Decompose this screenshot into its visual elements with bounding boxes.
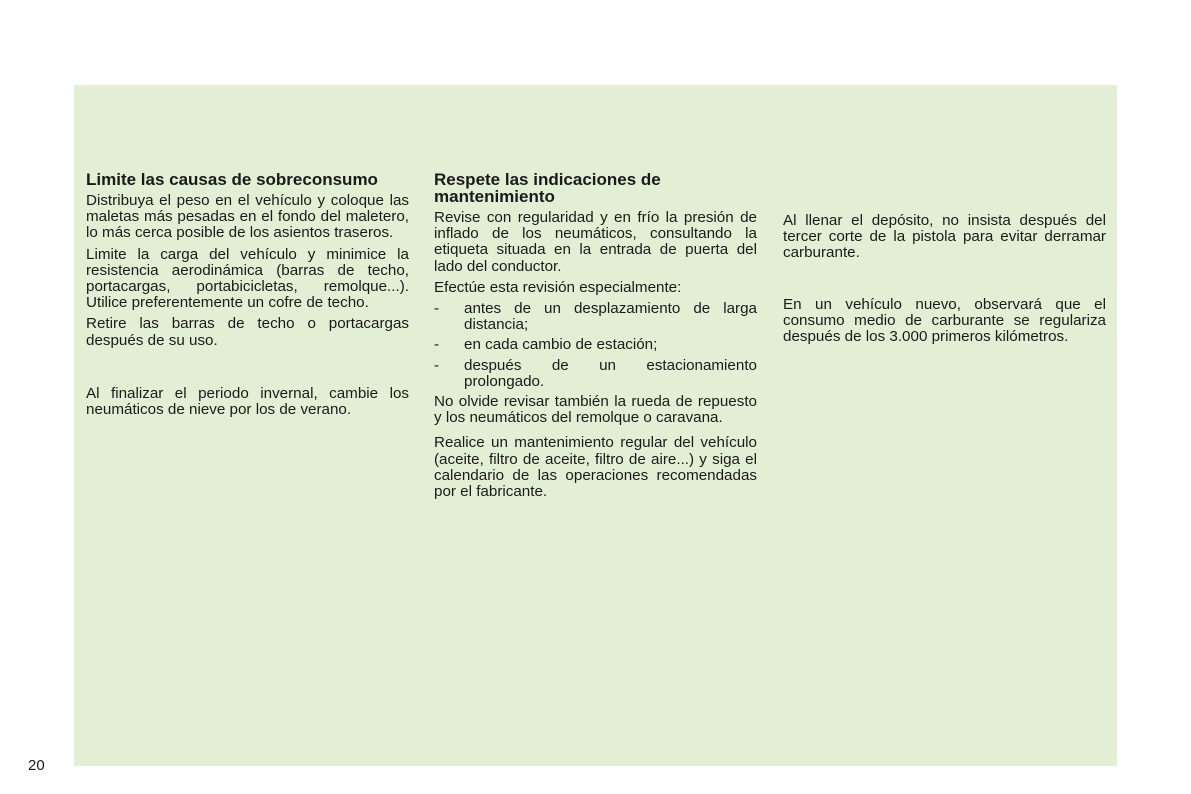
- paragraph-tyre-pressure: Revise con regularidad y en frío la presión de inflado de los neumáticos, consultando la etiqueta situada en la entrada de puerta del lado del conductor.: [434, 209, 757, 275]
- paragraph-new-vehicle: En un vehículo nuevo, observará que el consumo medio de carburante se regulariza después de los 3.000 primeros kilómetros.: [783, 295, 1106, 346]
- list-item-text: antes de un desplazamiento de larga distancia;: [464, 300, 757, 334]
- column-maintenance: [434, 171, 757, 505]
- dash-marker: -: [434, 336, 440, 354]
- column-refuelling: [783, 171, 1106, 350]
- list-item-text: después de un estacionamiento prolongado.: [464, 356, 757, 390]
- paragraph-check-intro: Efectúe esta revisión especialmente:: [434, 278, 682, 296]
- dash-marker: -: [434, 300, 440, 318]
- page-number: 20: [28, 757, 45, 774]
- paragraph-refuel: Al llenar el depósito, no insista después del tercer corte de la pistola para evitar derramar carburante.: [783, 212, 1106, 262]
- heading-mantenimiento: Respete las indicaciones de mantenimiento: [434, 170, 661, 206]
- heading-sobreconsumo: Limite las causas de sobreconsumo: [86, 170, 378, 189]
- column-spacer: [783, 171, 1106, 213]
- list-item-text: en cada cambio de estación;: [464, 336, 658, 354]
- paragraph-spare-wheel: No olvide revisar también la rueda de repuesto y los neumáticos del remolque o caravana.: [434, 393, 757, 427]
- paragraph-load: Limite la carga del vehículo y minimice la resistencia aerodinámica (barras de techo, portacargas, portabicicletas, remolque...). Utilice preferentemente un cofre de techo.: [86, 245, 409, 312]
- paragraph-weight: Distribuya el peso en el vehículo y coloque las maletas más pesadas en el fondo del maletero, lo más cerca posible de los asientos traseros.: [86, 192, 409, 242]
- list-item: [434, 301, 757, 333]
- list-item: [434, 337, 757, 353]
- list-item: [434, 358, 757, 390]
- dash-marker: -: [434, 356, 440, 374]
- paragraph-roof-bars: Retire las barras de techo o portacargas después de su uso.: [86, 315, 409, 349]
- column-consumption: [86, 171, 409, 423]
- check-list: [434, 301, 757, 390]
- paragraph-winter-tyres: Al finalizar el periodo invernal, cambie los neumáticos de nieve por los de verano.: [86, 384, 409, 419]
- paragraph-regular-service: Realice un mantenimiento regular del vehículo (aceite, filtro de aceite, filtro de aire...) y siga el calendario de las operaciones recomendadas por el fabricante.: [434, 434, 757, 501]
